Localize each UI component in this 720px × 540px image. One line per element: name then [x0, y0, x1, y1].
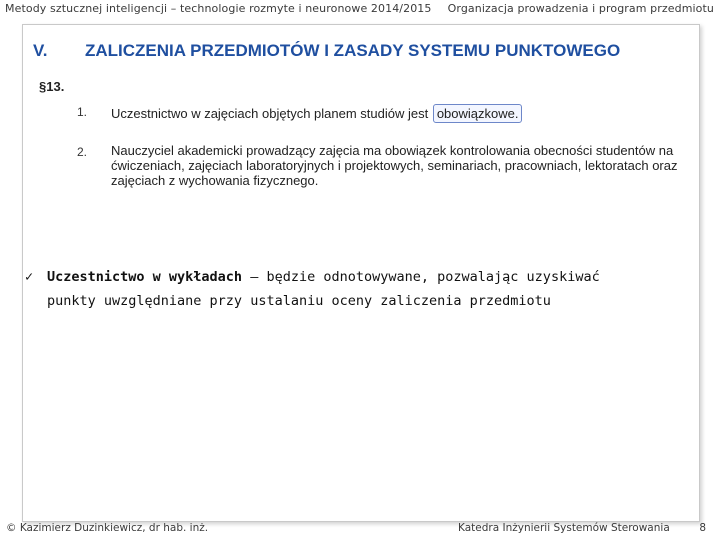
note-dash: – [242, 269, 267, 285]
item-number: 1. [77, 105, 88, 119]
section-title: ZALICZENIA PRZEDMIOTÓW I ZASADY SYSTEMU PUNKTOWEGO [85, 41, 621, 60]
note-text: będzie odnotowywane, pozwalając uzyskiwać [266, 269, 600, 285]
footer-author: © Kazimierz Duzinkiewicz, dr hab. inż. [6, 522, 209, 534]
item-text-main: Uczestnictwo w zajęciach objętych planem studiów jest [111, 106, 429, 121]
note-text-line2: punkty uwzględniane przy ustalaniu oceny zaliczenia przedmiotu [47, 293, 551, 309]
paragraph-number: §13. [39, 79, 65, 94]
header-topic: Organizacja prowadzenia i program przedmiotu [447, 2, 714, 15]
attendance-note [25, 265, 695, 313]
footer-department: Katedra Inżynierii Systemów Sterowania [458, 522, 670, 534]
highlighted-word: obowiązkowe. [433, 104, 523, 123]
section-number: V. [33, 41, 48, 60]
header-course-title: Metody sztucznej inteligencji – technologie rozmyte i neuronowe 2014/2015 [5, 2, 432, 15]
item-number: 2. [77, 145, 88, 159]
item-text: Nauczyciel akademicki prowadzący zajęcia ma obowiązek kontrolowania obecności studentów na ćwiczeniach, zajęciach laboratoryjnych i projektowych, seminariach, pracowniach, lektoratach oraz zajęciach z wychowania fizycznego. [111, 143, 678, 188]
check-icon: ✓ [25, 269, 34, 285]
note-lead: Uczestnictwo w wykładach [47, 269, 243, 285]
item-text [111, 104, 696, 123]
page-number: 8 [699, 522, 706, 534]
